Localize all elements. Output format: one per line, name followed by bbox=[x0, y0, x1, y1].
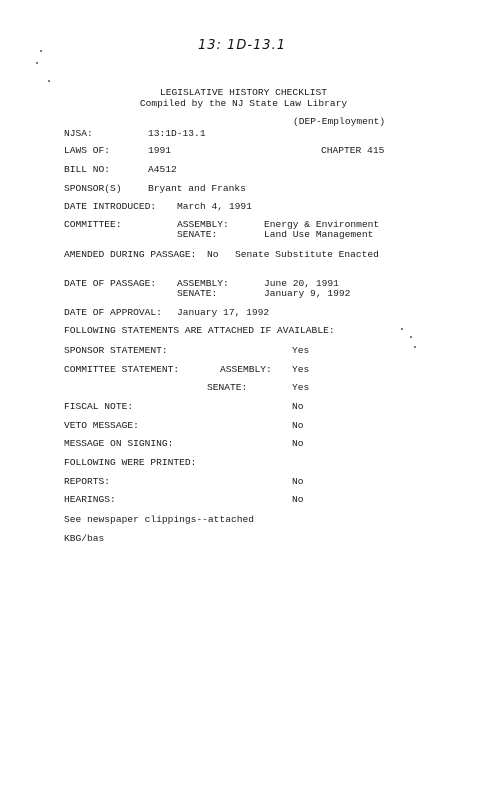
amended-value: No bbox=[207, 249, 219, 260]
amended-note: Senate Substitute Enacted bbox=[235, 249, 379, 260]
reports-label: REPORTS: bbox=[64, 476, 111, 487]
amended-label: AMENDED DURING PASSAGE: bbox=[64, 249, 197, 260]
veto-message-value: No bbox=[292, 420, 304, 431]
scan-speck bbox=[40, 50, 42, 52]
printed-header: FOLLOWING WERE PRINTED: bbox=[64, 457, 197, 468]
date-introduced-value: March 4, 1991 bbox=[177, 201, 252, 212]
hearings-value: No bbox=[292, 494, 304, 505]
sponsor-statement-label: SPONSOR STATEMENT: bbox=[64, 345, 168, 356]
scan-speck bbox=[410, 336, 412, 338]
committee-statement-assembly-label: ASSEMBLY: bbox=[220, 364, 272, 375]
clippings-note: See newspaper clippings--attached bbox=[64, 514, 254, 525]
committee-label: COMMITTEE: bbox=[64, 219, 122, 230]
scan-speck bbox=[48, 80, 50, 82]
chapter-value: CHAPTER 415 bbox=[321, 145, 385, 156]
reports-value: No bbox=[292, 476, 304, 487]
passage-assembly-date: June 20, 1991 bbox=[264, 278, 339, 289]
fiscal-note-value: No bbox=[292, 401, 304, 412]
committee-assembly-label: ASSEMBLY: bbox=[177, 219, 229, 230]
document-title: LEGISLATIVE HISTORY CHECKLIST bbox=[160, 87, 327, 98]
committee-senate-value: Land Use Management bbox=[264, 229, 374, 240]
scan-speck bbox=[36, 62, 38, 64]
date-introduced-label: DATE INTRODUCED: bbox=[64, 201, 157, 212]
committee-senate-label: SENATE: bbox=[177, 229, 218, 240]
committee-statement-assembly-value: Yes bbox=[292, 364, 310, 375]
laws-of-label: LAWS OF: bbox=[64, 145, 111, 156]
statements-header: FOLLOWING STATEMENTS ARE ATTACHED IF AVAILABLE: bbox=[64, 325, 335, 336]
scan-speck bbox=[414, 346, 416, 348]
category-note: (DEP-Employment) bbox=[293, 116, 386, 127]
handwritten-annotation: 13: 1D-13.1 bbox=[198, 38, 286, 53]
message-on-signing-label: MESSAGE ON SIGNING: bbox=[64, 438, 174, 449]
sponsors-value: Bryant and Franks bbox=[148, 183, 246, 194]
message-on-signing-value: No bbox=[292, 438, 304, 449]
passage-assembly-label: ASSEMBLY: bbox=[177, 278, 229, 289]
date-of-approval-value: January 17, 1992 bbox=[177, 307, 270, 318]
date-of-approval-label: DATE OF APPROVAL: bbox=[64, 307, 162, 318]
document-subtitle: Compiled by the NJ State Law Library bbox=[139, 98, 348, 109]
sponsor-statement-value: Yes bbox=[292, 345, 310, 356]
sponsors-label: SPONSOR(S) bbox=[64, 183, 122, 194]
committee-assembly-value: Energy & Environment bbox=[264, 219, 380, 230]
bill-no-label: BILL NO: bbox=[64, 164, 111, 175]
committee-statement-senate-label: SENATE: bbox=[207, 382, 248, 393]
passage-senate-label: SENATE: bbox=[177, 288, 218, 299]
committee-statement-label: COMMITTEE STATEMENT: bbox=[64, 364, 180, 375]
committee-statement-senate-value: Yes bbox=[292, 382, 310, 393]
fiscal-note-label: FISCAL NOTE: bbox=[64, 401, 134, 412]
hearings-label: HEARINGS: bbox=[64, 494, 116, 505]
bill-no-value: A4512 bbox=[148, 164, 177, 175]
njsa-value: 13:1D-13.1 bbox=[148, 128, 206, 139]
date-of-passage-label: DATE OF PASSAGE: bbox=[64, 278, 157, 289]
njsa-label: NJSA: bbox=[64, 128, 93, 139]
veto-message-label: VETO MESSAGE: bbox=[64, 420, 139, 431]
initials: KBG/bas bbox=[64, 533, 105, 544]
passage-senate-date: January 9, 1992 bbox=[264, 288, 351, 299]
scan-speck bbox=[401, 328, 403, 330]
laws-of-value: 1991 bbox=[148, 145, 172, 156]
